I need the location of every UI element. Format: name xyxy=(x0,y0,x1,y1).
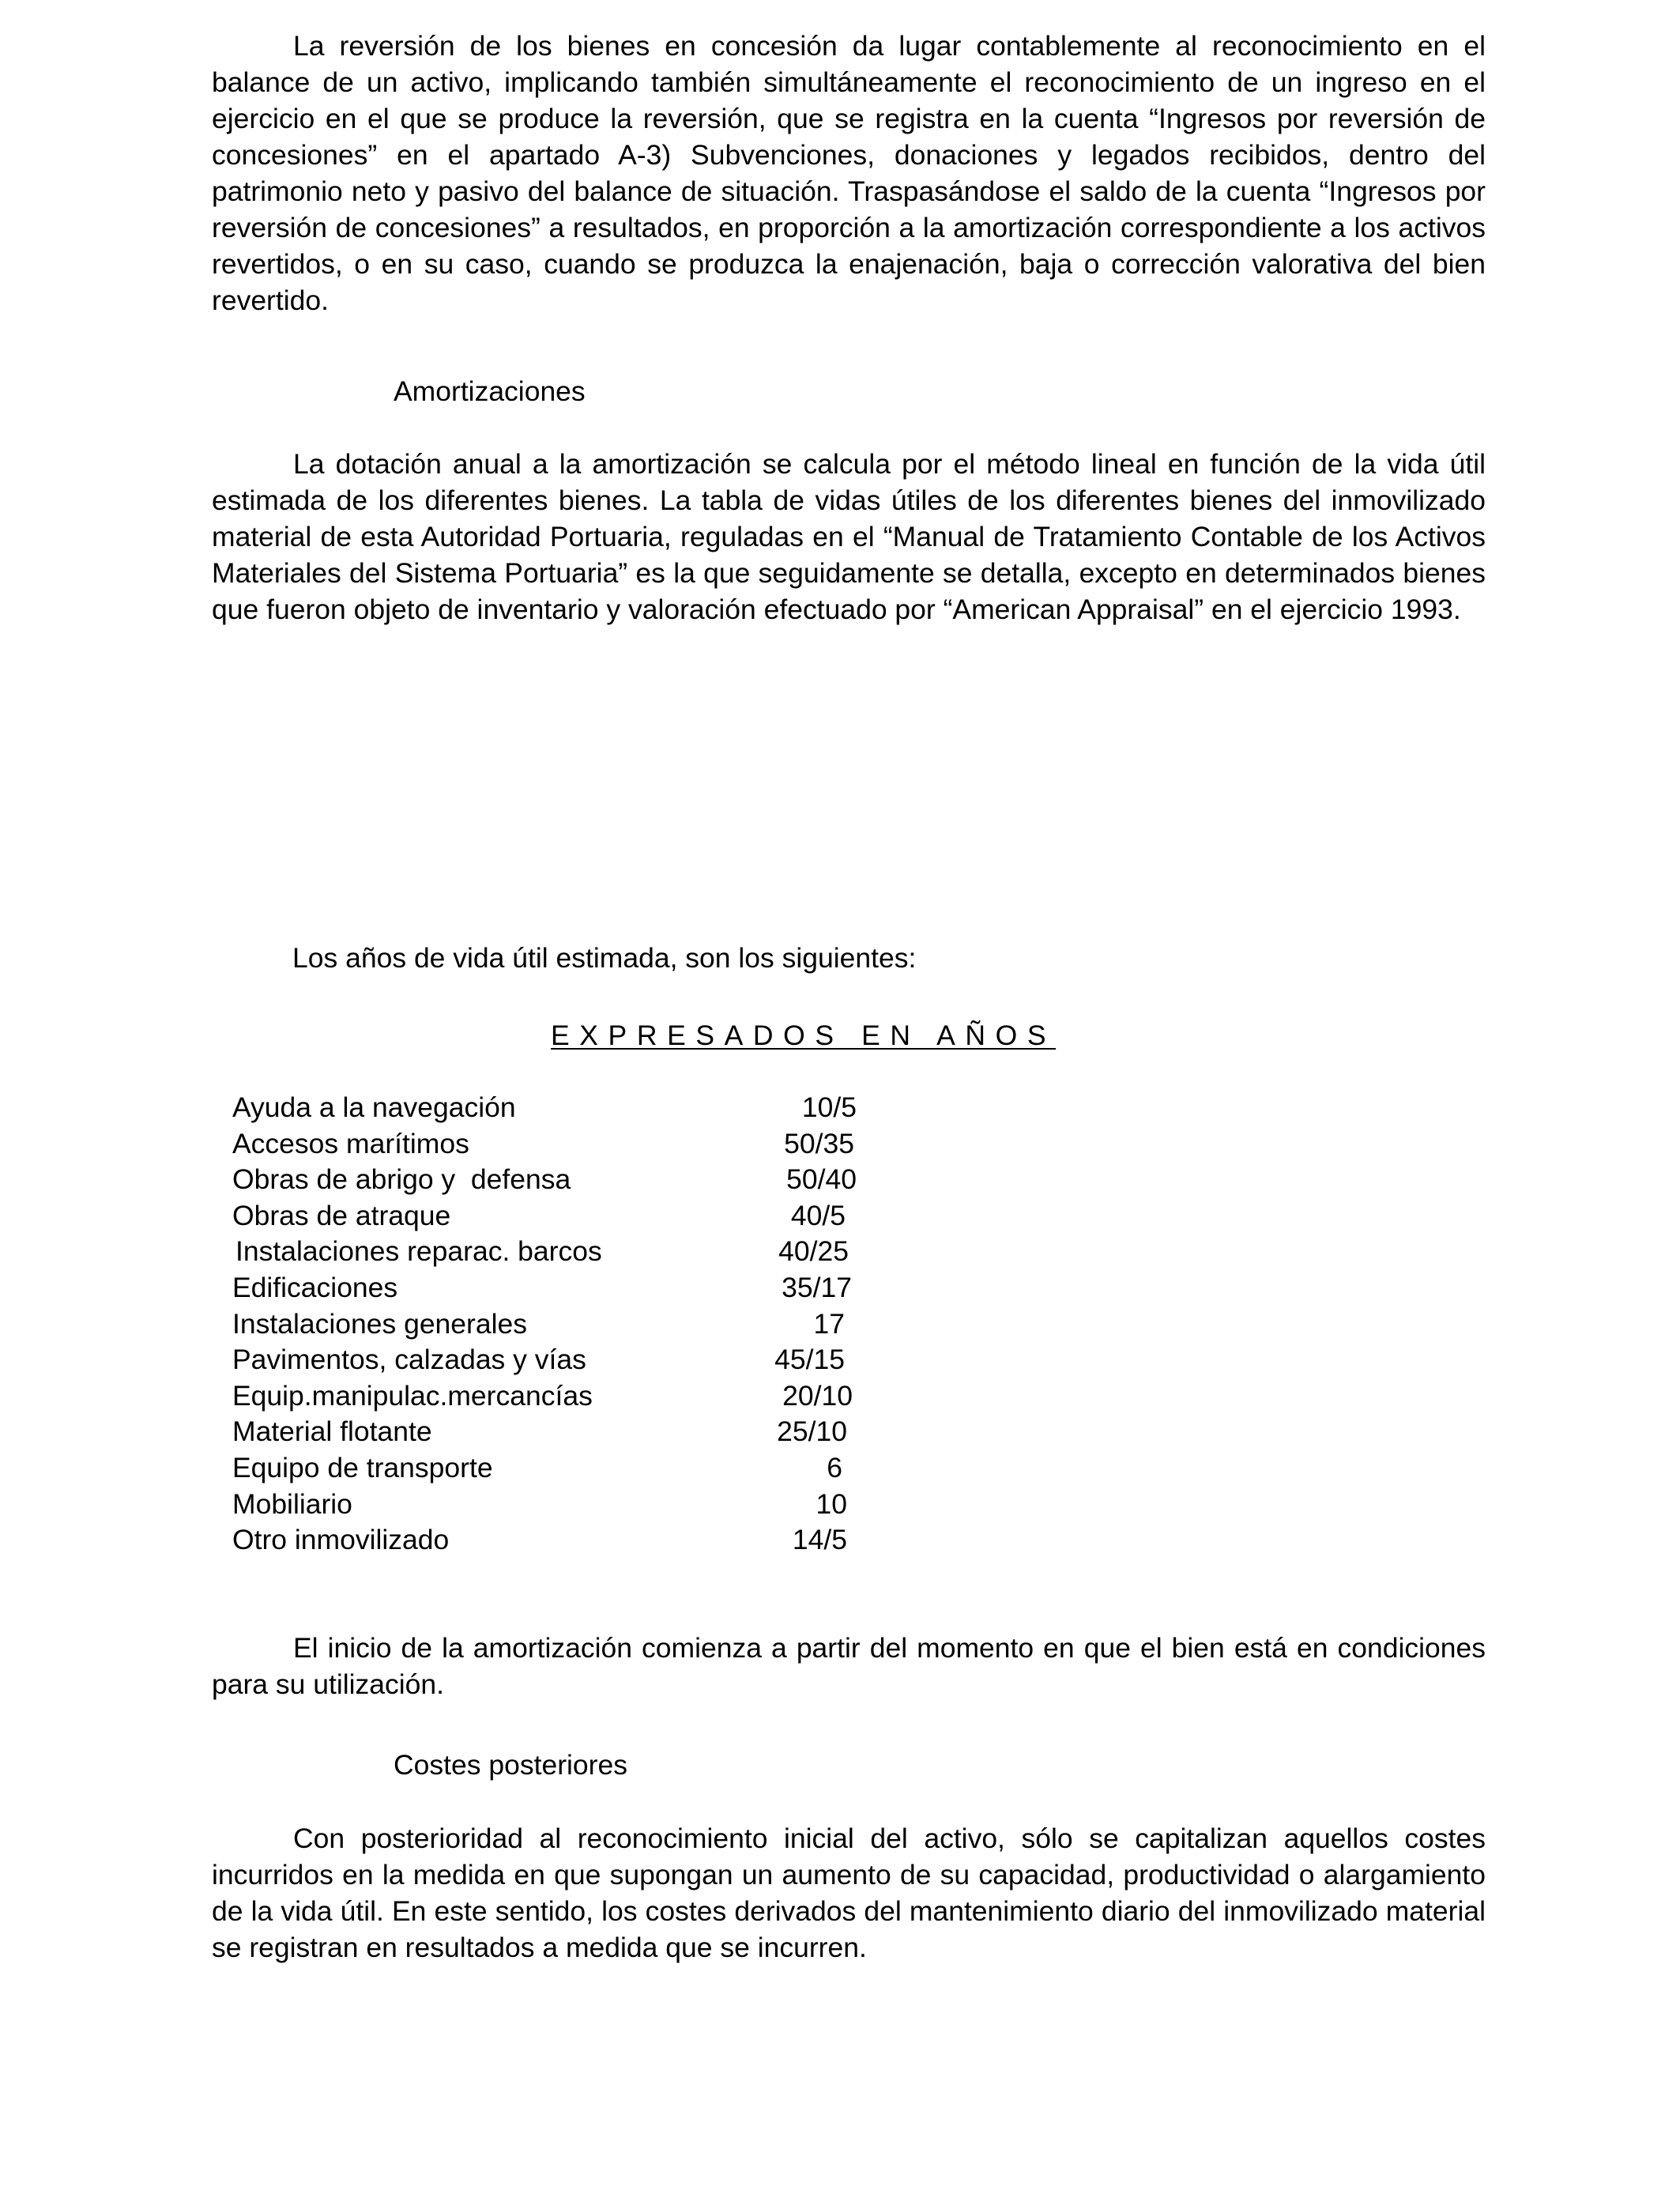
asset-name: Edificaciones xyxy=(232,1271,398,1303)
useful-life-years: 40/25 xyxy=(778,1235,849,1268)
table-row xyxy=(232,1270,880,1306)
table-row xyxy=(232,1414,880,1450)
reversion-paragraph: La reversión de los bienes en concesión da lugar contablemente al reconocimiento en el balance de un activo, implicando también simultáneamente el reconocimiento de un ingreso en el ejercicio en el que se produce la reversión, que se registra en la cuenta “Ingresos por reversión de concesiones” en el apartado A-3) Subvenciones, donaciones y legados recibidos, dentro del patrimonio neto y pasivo del balance de situación. Traspasándose el saldo de la cuenta “Ingresos por reversión de concesiones” a resultados, en proporción a la amortización correspondiente a los activos revertidos, o en su caso, cuando se produzca la enajenación, baja o corrección valorativa del bien revertido. xyxy=(212,30,1486,316)
table-row xyxy=(232,1450,880,1487)
table-row xyxy=(232,1378,880,1415)
table-row xyxy=(232,1522,880,1559)
useful-life-intro: Los años de vida útil estimada, son los siguientes: xyxy=(292,942,917,974)
asset-name: Ayuda a la navegación xyxy=(232,1091,516,1123)
table-row xyxy=(232,1306,880,1343)
useful-life-years: 40/5 xyxy=(790,1199,846,1231)
table-row xyxy=(232,1126,880,1163)
asset-name: Material flotante xyxy=(232,1416,432,1448)
table-row xyxy=(232,1234,880,1270)
asset-name: Equipo de transporte xyxy=(232,1451,493,1483)
costes-posteriores-heading: Costes posteriores xyxy=(394,1749,627,1781)
asset-name: Mobiliario xyxy=(232,1487,352,1520)
useful-life-table xyxy=(232,1090,880,1559)
asset-name: Accesos marítimos xyxy=(232,1127,469,1159)
useful-life-years: 25/10 xyxy=(777,1416,847,1448)
useful-life-years: 14/5 xyxy=(792,1524,847,1556)
useful-life-years: 35/17 xyxy=(782,1271,852,1303)
table-row xyxy=(232,1198,880,1235)
useful-life-years: 10/5 xyxy=(801,1091,857,1123)
inicio-paragraph: El inicio de la amortización comienza a partir del momento en que el bien está en condiciones para su utilización. xyxy=(212,1632,1486,1700)
table-row xyxy=(232,1162,880,1198)
useful-life-years: 50/40 xyxy=(786,1163,857,1196)
asset-name: Instalaciones reparac. barcos xyxy=(235,1235,602,1268)
asset-name: Otro inmovilizado xyxy=(232,1524,450,1556)
amortizaciones-heading: Amortizaciones xyxy=(394,375,586,407)
useful-life-years: 17 xyxy=(813,1307,845,1340)
asset-name: Instalaciones generales xyxy=(232,1307,527,1340)
asset-name: Obras de atraque xyxy=(232,1199,451,1231)
dotacion-paragraph: La dotación anual a la amortización se calcula por el método lineal en función de la vida útil estimada de los diferentes bienes. La tabla de vidas útiles de los diferentes bienes del inmovilizado material de esta Autoridad Portuaria, reguladas en el “Manual de Tratamiento Contable de los Activos Materiales del Sistema Portuaria” es la que seguidamente se detalla, excepto en determinados bienes que fueron objeto de inventario y valoración efectuado por “American Appraisal” en el ejercicio 1993. xyxy=(212,448,1486,625)
table-row xyxy=(232,1342,880,1378)
useful-life-years: 20/10 xyxy=(782,1379,853,1412)
table-row xyxy=(232,1090,880,1126)
asset-name: Obras de abrigo y defensa xyxy=(232,1163,571,1196)
table-row xyxy=(232,1487,880,1523)
useful-life-years: 10 xyxy=(816,1487,847,1520)
useful-life-years: 50/35 xyxy=(784,1127,854,1159)
useful-life-years: 6 xyxy=(827,1451,842,1483)
useful-life-table-title: EXPRESADOS EN AÑOS xyxy=(551,1020,1057,1051)
asset-name: Equip.manipulac.mercancías xyxy=(232,1379,593,1412)
asset-name: Pavimentos, calzadas y vías xyxy=(232,1344,586,1376)
costes-paragraph: Con posterioridad al reconocimiento inicial del activo, sólo se capitalizan aquellos costes incurridos en la medida en que supongan un aumento de su capacidad, productividad o alargamiento de la vida útil. En este sentido, los costes derivados del mantenimiento diario del inmovilizado material se registran en resultados a medida que se incurren. xyxy=(212,1823,1486,1963)
useful-life-years: 45/15 xyxy=(774,1344,845,1376)
